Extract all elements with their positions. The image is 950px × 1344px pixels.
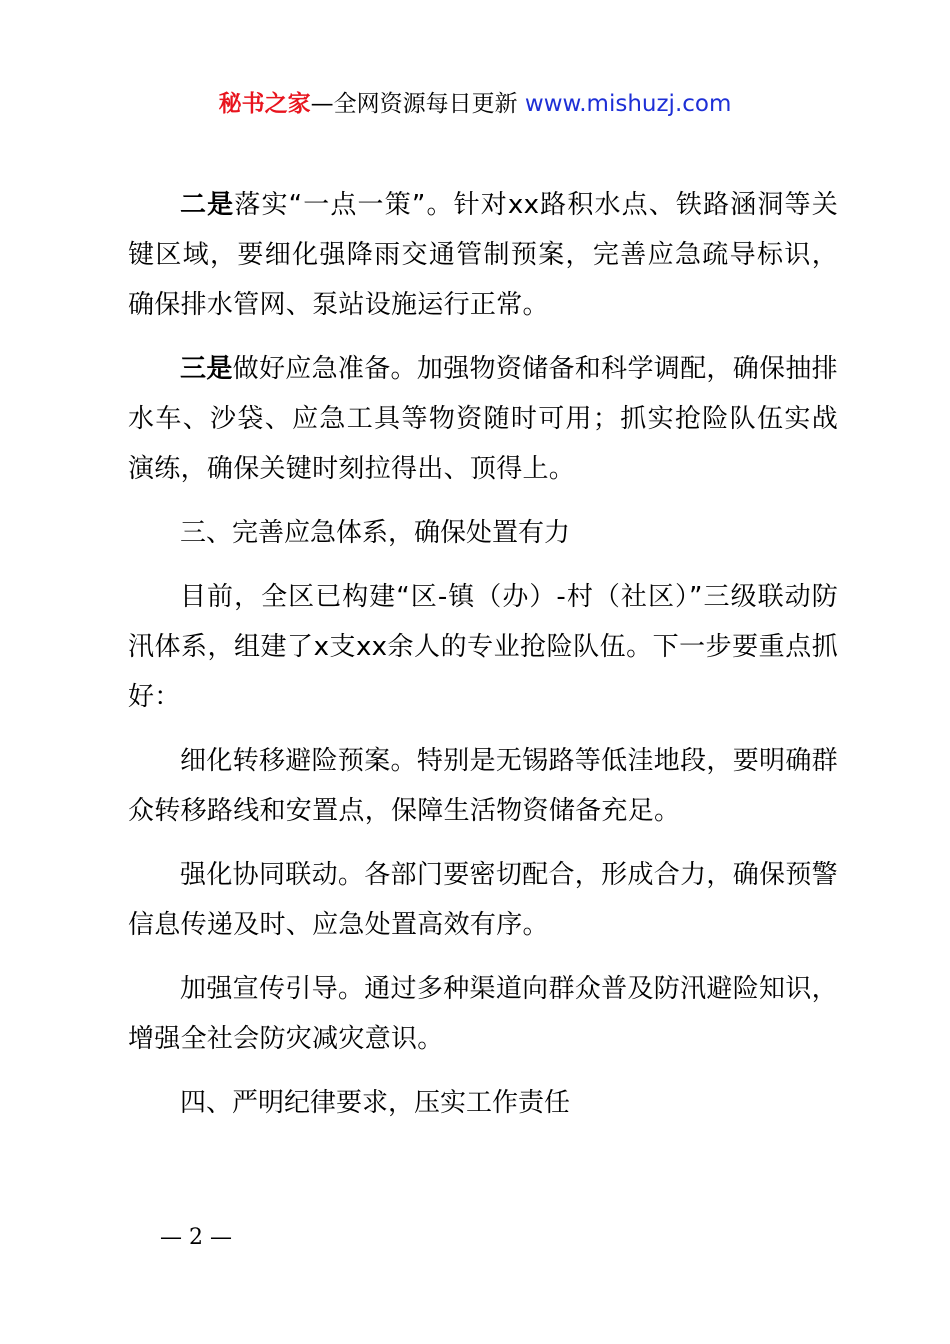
paragraph-lead: 三是	[180, 354, 233, 384]
section-heading-4: 四、严明纪律要求，压实工作责任	[180, 1088, 571, 1118]
paragraph-text: 做好应急准备。加强物资储备和科学调配，确保抽排水车、沙袋、应急工具等物资随时可用；抓实抢险队伍实战演练，确保关键时刻拉得出、顶得上。	[128, 354, 838, 484]
section-heading-3: 三、完善应急体系，确保处置有力	[180, 518, 571, 548]
paragraph-lead: 二是	[180, 190, 235, 220]
section-3-item-coordination: 强化协同联动。各部门要密切配合，形成合力，确保预警信息传递及时、应急处置高效有序。	[128, 860, 838, 940]
paragraph-measure-3	[128, 344, 838, 494]
paragraph-measure-2	[128, 180, 838, 330]
site-header	[0, 86, 950, 122]
site-url-link[interactable]: www.mishuzj.com	[524, 91, 732, 117]
paragraph-text: 落实“一点一策”。针对xx路积水点、铁路涵洞等关键区域，要细化强降雨交通管制预案，完善应急疏导标识，确保排水管网、泵站设施运行正常。	[128, 190, 838, 320]
section-3-item-evacuation: 细化转移避险预案。特别是无锡路等低洼地段，要明确群众转移路线和安置点，保障生活物资储备充足。	[128, 746, 838, 826]
brand-name: 秘书之家	[218, 91, 311, 117]
document-body	[128, 180, 838, 1142]
page-number: — 2 —	[160, 1225, 232, 1250]
section-3-intro: 目前，全区已构建“区-镇（办）-村（社区）”三级联动防汛体系，组建了x支xx余人的专业抢险队伍。下一步要重点抓好：	[128, 582, 838, 712]
section-3-item-publicity: 加强宣传引导。通过多种渠道向群众普及防汛避险知识，增强全社会防灾减灾意识。	[128, 974, 838, 1054]
header-tagline: —全网资源每日更新	[310, 91, 525, 117]
